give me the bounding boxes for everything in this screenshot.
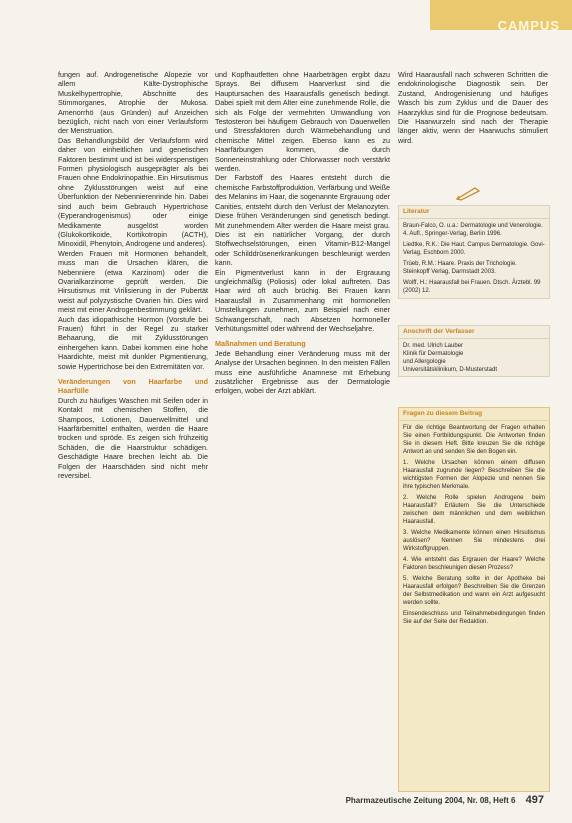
quiz-text: Für die richtige Beantwortung der Fragen erhalten Sie einen Fortbildungspunkt. Die Antworten finden Sie in diesem Heft. Bitte kreuzen Sie die richtige Antwort an und senden Sie den Bogen ein. — [403, 425, 545, 455]
paragraph: Durch zu häufiges Waschen mit Seifen oder in Kontakt mit chemischen Stoffen, die Shampoos, Lotionen, Dauerwellmittel und Haarfärbemittel enthalten, werden die Haare trocken und spröde. Es zeigen sich frühzeitig Schäden, die die Haarstruktur schädigen. Geschädigte Haare brechen leicht ab. Die Folgen der Haarschäden sind nicht mehr reversibel. — [58, 395, 208, 481]
quiz-question: 3. Welche Medikamente können einen Hirsutismus auslösen? Nennen Sie mindestens drei Wirkstoffgruppen. — [403, 530, 545, 552]
page-footer — [346, 794, 544, 806]
quiz-note: Einsendeschluss und Teilnahmebedingungen finden Sie auf der Seite der Redaktion. — [403, 611, 545, 625]
paragraph: Jede Behandlung einer Veränderung muss mit der Analyse der Ursachen beginnen. In den meisten Fällen muss eine ausführliche Anamnese mit Erhebung zusätzlicher Ergebnisse aus der Dermatologie erfolgen, wobei der Arzt abklärt. — [215, 348, 391, 396]
paragraph: fungen auf. Androgenetische Alopezie vor allem Kälte-Dystrophische Muskelhypertrophie, Abschnitte des Stimmorganes, Atrophie der Mukosa. Amenorrhö (aus Gründen) auf Anzeichen bezüglich, nicht nach von einer Verlaufsform der Menstruation. — [58, 70, 208, 136]
section-heading: Veränderungen von Haarfarbe und Haarfülle — [58, 377, 208, 396]
section-tab-label: CAMPUS — [497, 18, 560, 33]
section-tab — [430, 0, 572, 33]
journal-citation: Pharmazeutische Zeitung 2004, Nr. 08, Heft 6 — [345, 796, 516, 805]
address-line: Klinik für Dermatologie — [403, 351, 464, 357]
quiz-box — [398, 407, 550, 792]
article-column-3 — [398, 70, 548, 145]
address-line: und Allergologie — [403, 359, 446, 365]
address-title: Anschrift der Verfasser — [399, 326, 549, 339]
literature-box — [398, 205, 550, 299]
quiz-question: 1. Welche Ursachen können einem diffusen Haarausfall zugrunde liegen? Beschreiben Sie die wichtigsten Formen der Alopezie und nennen Sie ihre typischen Merkmale. — [403, 460, 545, 490]
paragraph: Wird Haarausfall nach schweren Schritten die endokrinologische Diagnostik sein. Der Zustand, Androgenisierung und häufiges Wasch bis zum Zyklus und die Dauer des Haarzyklus sind für die Prognose bedeutsam. Die Haarwurzeln sind nach der Therapie länger aktiv, wenn der Haarwuchs stimuliert wird. — [398, 70, 548, 145]
section-heading: Maßnahmen und Beratung — [215, 339, 306, 349]
paragraph: Der Farbstoff des Haares entsteht durch die chemische Farbstoffproduktion. Verfärbung und Weiße des Melanins im Haar, die sogenannte Ergrauung oder Canities, entsteht durch den Verlust der Melanozyten. Diese frühen Veränderungen sind genetisch bedingt. Mit zunehmendem Alter werden die Haare meist grau. Dies ist ein natürlicher Vorgang, der durch Stoffwechselstörungen, einen Vitamin-B12-Mangel oder Schilddrüsenerkrankungen beschleunigt werden kann. — [215, 173, 390, 268]
page-number: 497 — [525, 794, 544, 806]
address-line: Dr. med. Ulrich Lauber — [403, 343, 464, 349]
literature-entry: Liedtke, R.K.: Die Haut. Campus Dermatologie. Govi-Verlag, Eschborn 2000. — [403, 242, 545, 256]
article-column-1 — [58, 70, 208, 480]
pen-icon — [455, 185, 481, 201]
paragraph: Ein Pigmentverlust kann in der Ergrauung ungleichmäßig (Poliosis) oder lokal auftreten. Das Haar wird oft auch brüchig. Bei Frauen kann Haarausfall in Zusammenhang mit hormonellen Umstellungen zunehmen, zum Beispiel nach einer Schwangerschaft, nach Absetzen hormoneller Verhütungsmittel oder während der Wechseljahre. — [215, 267, 390, 333]
paragraph: und Kopfhautfetten ohne Haarbeträgen ergibt dazu Sprays. Bei diffusem Haarverlust sind die Hauptursachen des Haarausfalls genetisch bedingt. Dabei spielt mit dem Alter eine zunehmende Rolle, die sich als Folge der vermehrten Umwandlung von Testosteron bei häufigem Gebrauch von Dauerwellen und Stressfaktoren durch Wärmebehandlung und chemische Mittel zeigen. Ebenso kann es zu Haarfärbungen kommen, die durch Sonneneinstrahlung oder Chlorwasser noch verstärkt werden. — [215, 70, 390, 174]
paragraph: Auch das idiopathische Hormon (Vorstufe bei Frauen) führt in der Regel zu starker Behaarung, die mit Zyklusstörungen einhergehen kann. Dabei kommen eine hohe Haardichte, meist mit dunkler Pigmentierung, sowie Hypertrichose bei den Extremitäten vor. — [58, 314, 208, 371]
quiz-question: 4. Wie entsteht das Ergrauen der Haare? Welche Faktoren beschleunigen diesen Prozess? — [403, 557, 545, 571]
literature-entry: Braun-Falco, O. u.a.: Dermatologie und Venerologie. 4. Aufl., Springer-Verlag, Berlin 1996. — [403, 223, 543, 237]
literature-title: Literatur — [399, 206, 549, 219]
literature-entry: Trüeb, R.M.: Haare. Praxis der Trichologie. Steinkopff Verlag, Darmstadt 2003. — [403, 261, 517, 275]
literature-entry: Wolff, H.: Haarausfall bei Frauen. Dtsch. Ärztebl. 99 (2002) 12. — [403, 280, 541, 294]
author-address-box — [398, 325, 550, 377]
quiz-title: Fragen zu diesem Beitrag — [399, 408, 549, 421]
paragraph: Werden Frauen mit Hormonen behandelt, muss man die Ursachen klären, die Nebenniere (etwa Karzinom) oder die Ovarialkarzinome geprüft werden. Die Hirsutismus mit Virilisierung in der Pubertät weist auf polyzystische Ovarien hin. Dies wird meist mit einer Androgenbestimmung geklärt. — [58, 248, 208, 315]
address-line: Universitätsklinikum, D-Musterstadt — [403, 367, 498, 373]
article-column-2 — [215, 70, 390, 396]
quiz-question: 2. Welche Rolle spielen Androgene beim Haarausfall? Erläutern Sie die Unterschiede zwischen dem männlichen und dem weiblichen Haarausfall. — [403, 495, 545, 525]
paragraph: Das Behandlungsbild der Verlaufsform wird daher von einheitlichen und genetischen Faktoren bestimmt und ist bei widerspenstigen Formen physiologisch ausgeprägter als bei Frauen ohne Endokrinopathie. Ein Hirsutismus ohne Zyklusstörungen weist auf eine Überfunktion der Nebennierenrinde hin. Dabei sind auch beim Gebrauch Hypertrichose (Eyperandrogenismus) oder einige Medikamente ausgelöst worden (Glukokortikoide, Kortikotropin (ACTH), Minoxidil, Phenytoin, Androgene und anderes). — [58, 135, 208, 249]
quiz-question: 5. Welche Beratung sollte in der Apotheke bei Haarausfall erfolgen? Beschreiben Sie die Grenzen der Selbstmedikation und wann ein Arzt aufgesucht werden sollte. — [403, 576, 545, 606]
